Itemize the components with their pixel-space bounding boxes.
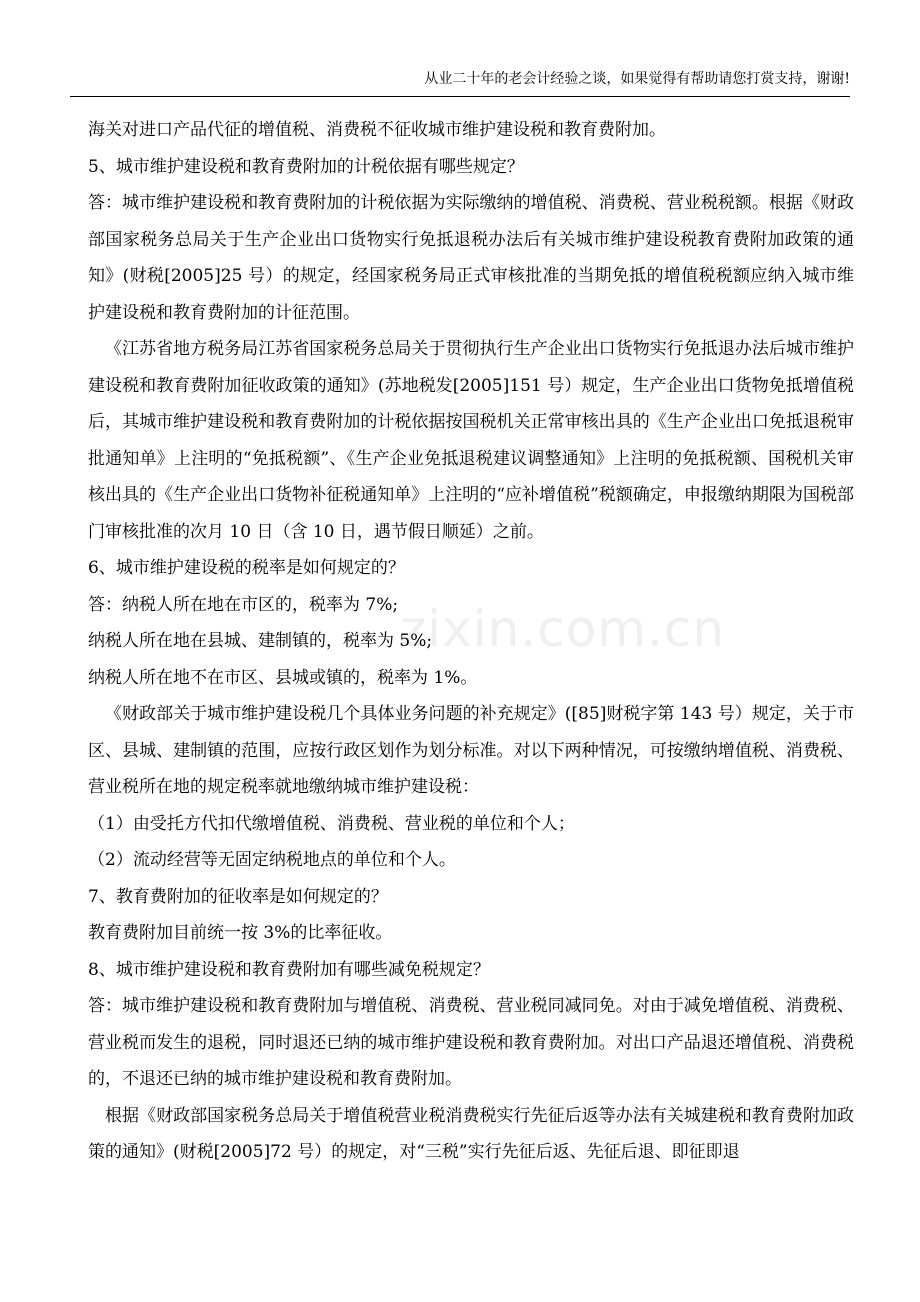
question-heading: 6、城市维护建设税的税率是如何规定的？ [88, 558, 405, 578]
answer-paragraph: 答：城市维护建设税和教育费附加的计税依据为实际缴纳的增值税、消费税、营业税税额。根据《财政部国家税务总局关于生产企业出口货物实行免抵退税办法后有关城市维护建设税教育费附加政策的通知》(财税[2005]25 号）的规定，经国家税务局正式审核批准的当期免抵的增值税税额应纳入城市维护建设税和教育费附加的计征范围。 [88, 193, 854, 323]
header-divider [70, 96, 850, 97]
answer-paragraph: 答：城市维护建设税和教育费附加与增值税、消费税、营业税同减同免。对由于减免增值税、消费税、营业税而发生的退税，同时退还已纳的城市维护建设税和教育费附加。对出口产品退还增值税、消费税的，不退还已纳的城市维护建设税和教育费附加。 [88, 996, 854, 1089]
question-heading: 8、城市维护建设税和教育费附加有哪些减免税规定？ [88, 959, 490, 980]
paragraph: 根据《财政部国家税务总局关于增值税营业税消费税实行先征后返等办法有关城建税和教育费附加政策的通知》(财税[2005]72 号）的规定，对“三税”实行先征后返、先征后退、即征即退 [88, 1105, 854, 1162]
list-item: （2）流动经营等无固定纳税地点的单位和个人。 [88, 850, 456, 870]
question-heading: 7、教育费附加的征收率是如何规定的？ [88, 886, 388, 907]
paragraph: 海关对进口产品代征的增值税、消费税不征收城市维护建设税和教育费附加。 [88, 120, 666, 140]
paragraph: 纳税人所在地不在市区、县城或镇的，税率为 1%。 [88, 667, 478, 688]
paragraph: 《江苏省地方税务局江苏省国家税务总局关于贯彻执行生产企业出口货物实行免抵退办法后城市维护建设税和教育费附加征收政策的通知》(苏地税发[2005]151 号）规定，生产企业出口货物免抵增值税后，其城市维护建设税和教育费附加的计税依据按国税机关正常审核出具的《生产企业出口免抵退税审批通知单》上注明的“免抵税额”、《生产企业免抵退税建议调整通知》上注明的免抵税额、国税机关审核出具的《生产企业出口货物补征税通知单》上注明的“应补增值税”税额确定，申报缴纳期限为国税部门审核批准的次月 10 日（含 10 日，遇节假日顺延）之前。 [88, 339, 854, 542]
answer-paragraph: 答：纳税人所在地在市区的，税率为 7%; [88, 594, 399, 615]
watermark: zixin.com.cn [400, 600, 726, 658]
paragraph: 纳税人所在地在县城、建制镇的，税率为 5%; [88, 631, 433, 651]
list-item: （1）由受托方代扣代缴增值税、消费税、营业税的单位和个人； [88, 813, 575, 834]
paragraph: 教育费附加目前统一按 3%的比率征收。 [88, 923, 393, 943]
paragraph: 《财政部关于城市维护建设税几个具体业务问题的补充规定》([85]财税字第 143 号）规定，关于市区、县城、建制镇的范围，应按行政区划作为划分标准。对以下两种情况，可按缴纳增值税、消费税、营业税所在地的规定税率就地缴纳城市维护建设税： [88, 704, 854, 797]
document-body [88, 112, 854, 1171]
question-heading: 5、城市维护建设税和教育费附加的计税依据有哪些规定？ [88, 156, 524, 177]
header-note: 从业二十年的老会计经验之谈，如果觉得有帮助请您打赏支持，谢谢! [424, 71, 850, 87]
